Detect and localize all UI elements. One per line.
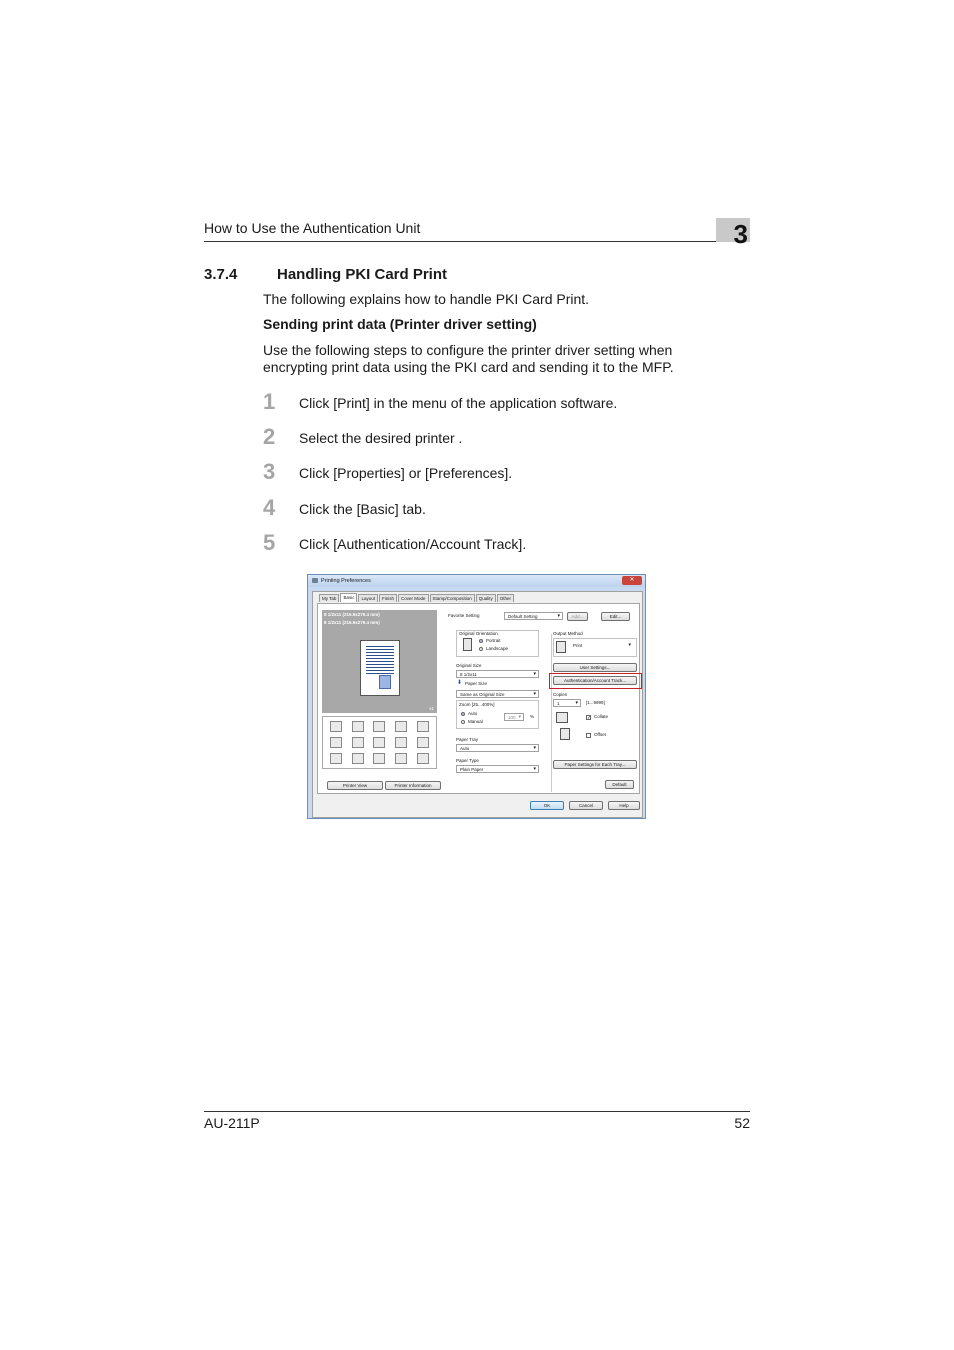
paper-settings-each-tray-button[interactable]: Paper Settings for Each Tray... [553, 760, 637, 769]
paper-tray-label: Paper Tray [456, 737, 479, 742]
step-text: Click the [Basic] tab. [299, 501, 426, 517]
step-number: 3 [263, 459, 276, 484]
portrait-label: Portrait [486, 638, 501, 643]
tab-other[interactable]: Other [497, 594, 514, 602]
zoom-manual-radio[interactable] [461, 720, 465, 724]
add-button[interactable]: Add... [567, 612, 588, 621]
function-icon[interactable] [395, 721, 407, 732]
step-text: Click [Authentication/Account Track]. [299, 536, 527, 552]
portrait-radio[interactable] [479, 639, 483, 643]
printer-icon [312, 578, 318, 583]
original-orientation-label: Original Orientation [459, 631, 498, 636]
printer-view-button[interactable]: Printer View [327, 781, 383, 790]
function-icon[interactable] [395, 737, 407, 748]
basic-panel [317, 603, 640, 794]
body-paragraph: Use the following steps to configure the printer driver setting when encrypting print data using the PKI card and sending it to the MFP. [263, 342, 674, 375]
function-icon[interactable] [352, 721, 364, 732]
chapter-number: 3 [716, 218, 750, 242]
authentication-account-track-button[interactable]: Authentication/Account Track... [553, 676, 637, 685]
subheading: Sending print data (Printer driver setting) [263, 316, 537, 332]
page-number: 52 [734, 1115, 750, 1131]
step-number: 2 [263, 424, 276, 449]
function-icon[interactable] [330, 737, 342, 748]
zoom-value-input[interactable]: 100 ▾ [504, 713, 524, 721]
step-number: 4 [263, 495, 276, 520]
zoom-label: Zoom [25...400%] [459, 702, 495, 707]
step-number: 1 [263, 389, 276, 414]
favorite-setting-label: Favorite Setting [448, 613, 480, 618]
paper-tray-select[interactable]: Auto ▾ [456, 744, 539, 752]
zoom-manual-label: Manual [468, 719, 483, 724]
zoom-auto-label: Auto [468, 711, 478, 716]
collate-icon [556, 712, 568, 723]
paper-size-label: Paper Size [465, 681, 488, 686]
step-number: 5 [263, 530, 276, 555]
output-method-label: Output Method [553, 631, 583, 636]
running-header: How to Use the Authentication Unit [204, 220, 421, 236]
function-icon[interactable] [330, 721, 342, 732]
function-icon-grid [322, 716, 437, 769]
function-icon[interactable] [417, 753, 429, 764]
step-text: Click [Properties] or [Preferences]. [299, 465, 513, 481]
output-method-select[interactable]: Print ▾ [570, 642, 633, 650]
function-icon[interactable] [395, 753, 407, 764]
original-size-label: Original Size [456, 663, 482, 668]
function-icon[interactable] [373, 753, 385, 764]
printing-preferences-dialog [307, 574, 646, 819]
function-icon[interactable] [330, 753, 342, 764]
tab-basic[interactable]: Basic [340, 593, 357, 602]
arrow-down-icon: ⬇ [457, 680, 463, 686]
column-separator [551, 634, 552, 792]
preview-size-line: 8 1/2x11 (215.9x279.4 mm) [324, 612, 380, 617]
step-text: Select the desired printer . [299, 430, 463, 446]
preview-size-line: 8 1/2x11 (215.9x279.4 mm) [324, 620, 380, 625]
cancel-button[interactable]: Cancel [569, 801, 603, 810]
offset-icon [560, 728, 570, 740]
user-settings-button[interactable]: User Settings... [553, 663, 637, 672]
offset-checkbox[interactable] [586, 733, 591, 738]
landscape-radio[interactable] [479, 647, 483, 651]
highlight-frame [549, 673, 642, 689]
tab-quality[interactable]: Quality [476, 594, 496, 602]
page-thumbnail [360, 640, 400, 696]
tab-bar [319, 594, 515, 602]
zoom-unit: % [530, 714, 535, 719]
printer-information-button[interactable]: Printer Information [385, 781, 441, 790]
footer-model: AU-211P [204, 1115, 260, 1131]
zoom-auto-radio[interactable] [461, 712, 465, 716]
dialog-body [312, 591, 643, 818]
copies-input[interactable]: 1 ▾ [553, 699, 581, 707]
function-icon[interactable] [373, 737, 385, 748]
intro-text: The following explains how to handle PKI Card Print. [263, 291, 590, 307]
print-icon [556, 641, 566, 653]
function-icon[interactable] [352, 753, 364, 764]
original-size-select[interactable]: 8 1/2x11 ▾ [456, 670, 539, 678]
tab-cover-mode[interactable]: Cover Mode [398, 594, 429, 602]
tab-finish[interactable]: Finish [379, 594, 397, 602]
copies-label: Copies [553, 692, 568, 697]
function-icon[interactable] [373, 721, 385, 732]
section-number: 3.7.4 [204, 266, 238, 283]
portrait-icon [463, 638, 472, 651]
page-preview [322, 610, 437, 713]
paper-type-select[interactable]: Plain Paper ▾ [456, 765, 539, 773]
dialog-titlebar [308, 575, 645, 587]
paper-type-label: Paper Type [456, 758, 479, 763]
edit-button[interactable]: Edit... [601, 612, 630, 621]
paper-size-select[interactable]: Same as Original Size ▾ [456, 690, 539, 698]
collate-label: Collate [594, 714, 609, 719]
function-icon[interactable] [417, 721, 429, 732]
copies-range: [1...9999] [586, 700, 605, 705]
close-button[interactable]: ✕ [622, 576, 642, 585]
landscape-label: Landscape [486, 646, 509, 651]
header-rule [204, 241, 750, 242]
section-title: Handling PKI Card Print [277, 266, 448, 283]
favorite-setting-select[interactable]: Default Setting ▾ [504, 612, 563, 620]
function-icon[interactable] [417, 737, 429, 748]
default-button[interactable]: Default [605, 780, 634, 789]
footer-rule [204, 1111, 750, 1112]
ok-button[interactable]: OK [530, 801, 564, 810]
tab-stamp-composition[interactable]: Stamp/Composition [430, 594, 475, 602]
help-button[interactable]: Help [608, 801, 640, 810]
dialog-title: Printing Preferences [321, 578, 371, 584]
offset-label: Offset [594, 732, 606, 737]
collate-checkbox[interactable]: ✓ [587, 715, 592, 721]
tab-my-tab[interactable]: My Tab [319, 594, 339, 602]
preview-count: x1 [429, 706, 434, 711]
tab-layout[interactable]: Layout [358, 594, 378, 602]
step-text: Click [Print] in the menu of the application software. [299, 395, 618, 411]
function-icon[interactable] [352, 737, 364, 748]
